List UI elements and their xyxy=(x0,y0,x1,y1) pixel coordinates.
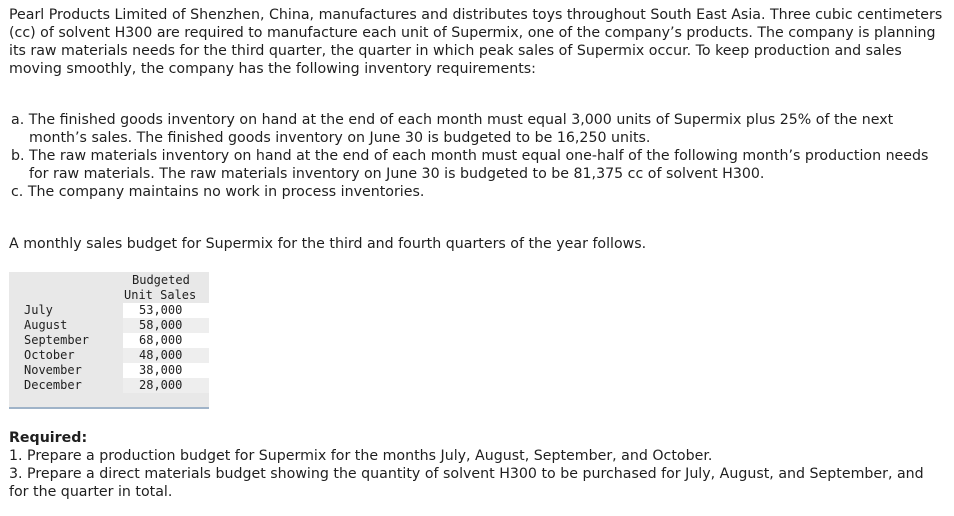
requirement-item-a: a. The finished goods inventory on hand at the end of each month must equal 3,000 units of Supermix plus 25% of the next month’s sales. The finished goods inventory on June 30 is budgeted to be 16,250 units. xyxy=(11,112,894,146)
month-cell: July xyxy=(9,303,123,318)
required-item-3: 3. Prepare a direct materials budget showing the quantity of solvent H300 to be purchased for July, August, and September, and for the quarter in total. xyxy=(9,466,924,500)
table-row xyxy=(9,303,209,318)
month-cell: November xyxy=(9,363,123,378)
table-header xyxy=(9,272,209,303)
table-row xyxy=(9,333,209,348)
table-row xyxy=(9,363,209,378)
month-cell: August xyxy=(9,318,123,333)
intro-paragraph: Pearl Products Limited of Shenzhen, China, manufactures and distributes toys throughout South East Asia. Three cubic centimeters (cc) of solvent H300 are required to manufacture each unit of Supermix, one of the company’s products. The company is planning its raw materials needs for the third quarter, the quarter in which peak sales of Supermix occur. To keep production and sales moving smoothly, the company has the following inventory requirements: xyxy=(9,7,943,77)
requirement-item-c: c. The company maintains no work in process inventories. xyxy=(11,184,425,200)
month-cell: September xyxy=(9,333,123,348)
units-cell: 53,000 xyxy=(139,303,183,317)
required-item-1: 1. Prepare a production budget for Supermix for the months July, August, September, and October. xyxy=(9,448,713,464)
table-body xyxy=(9,303,209,393)
table-row xyxy=(9,348,209,363)
inventory-requirements-list xyxy=(11,111,943,201)
units-cell: 48,000 xyxy=(123,348,209,363)
table-footer xyxy=(9,393,209,409)
units-cell: 38,000 xyxy=(139,363,183,377)
month-cell: October xyxy=(9,348,123,363)
sales-budget-lead: A monthly sales budget for Supermix for the third and fourth quarters of the year follows. xyxy=(9,236,647,252)
month-cell: December xyxy=(9,378,123,393)
required-section xyxy=(9,429,944,501)
header-unit-sales: Unit Sales xyxy=(124,288,197,302)
units-cell: 28,000 xyxy=(123,378,209,393)
table-row xyxy=(9,378,209,393)
units-cell: 58,000 xyxy=(123,318,209,333)
required-title: Required: xyxy=(9,430,88,446)
header-budgeted: Budgeted xyxy=(132,273,190,287)
sales-budget-table xyxy=(9,272,209,409)
table-row xyxy=(9,318,209,333)
units-cell: 68,000 xyxy=(139,333,183,347)
requirement-item-b: b. The raw materials inventory on hand at the end of each month must equal one-half of the following month’s production needs for raw materials. The raw materials inventory on June 30 is budgeted to be 81,375 cc of solvent H300. xyxy=(11,148,929,182)
